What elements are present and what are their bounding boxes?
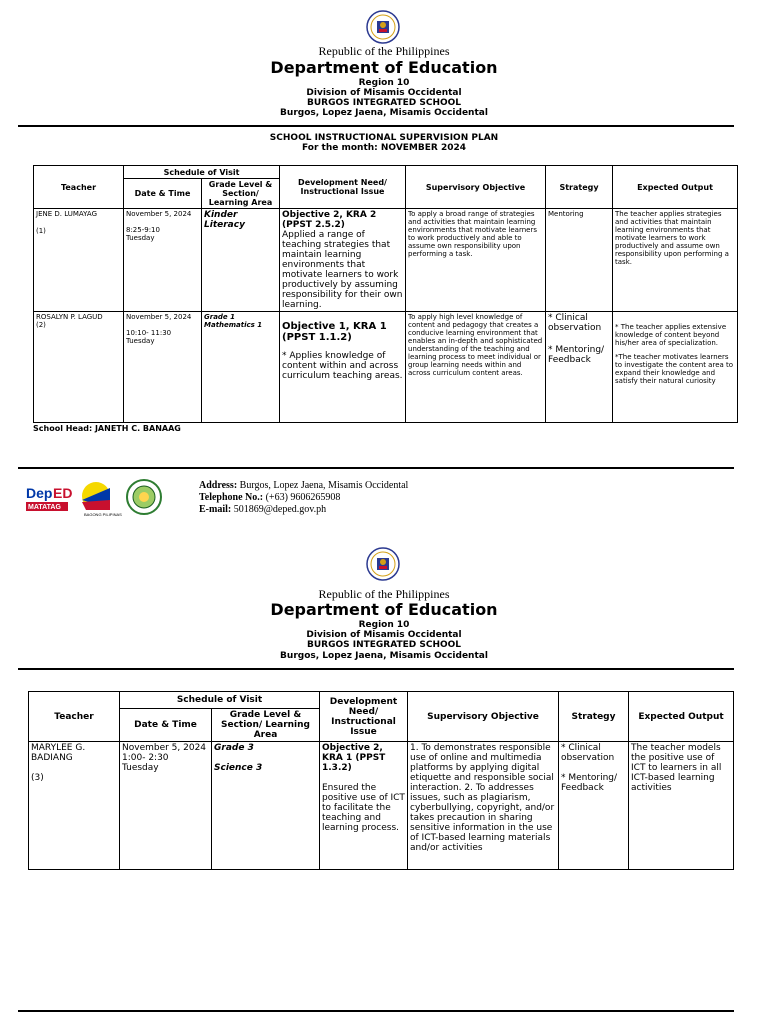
learning-area: Mathematics 1 [204, 321, 263, 329]
visit-time: 1:00- 2:30 [122, 753, 169, 763]
col-grade-level: Grade Level & Section/ Learning Area [212, 709, 320, 742]
col-grade-level: Grade Level & Section/ Learning Area [202, 179, 280, 209]
col-teacher: Teacher [29, 692, 120, 742]
teacher-number: (1) [36, 227, 46, 235]
dev-text: Applied a range of teaching strategies that maintain learning environments that motivate learners to work productively by assuming responsibility for their own learning. [282, 230, 403, 310]
svg-text:Dep: Dep [26, 485, 53, 501]
grade-level: Kinder [204, 210, 238, 220]
visit-date: November 5, 2024 [126, 313, 192, 321]
department-title: Department of Education [270, 58, 498, 77]
dev-title: Objective 2, KRA 2 (PPST 2.5.2) [282, 210, 377, 230]
teacher-number: (3) [31, 773, 44, 783]
strategy-2: * Mentoring/ Feedback [561, 773, 618, 793]
republic-line: Republic of the Philippines [318, 44, 450, 58]
table-row [34, 312, 738, 423]
table-row [34, 209, 738, 312]
expected-output: The teacher applies strategies and activities that maintain learning environments that motivate learners to work productively and assume own responsibility upon performing a task. [613, 209, 738, 312]
teacher-number: (2) [36, 321, 46, 329]
department-title: Department of Education [270, 600, 498, 619]
learning-area: Literacy [204, 220, 245, 230]
footer-rule [18, 1010, 734, 1012]
page-2 [0, 540, 768, 1024]
col-teacher: Teacher [34, 166, 124, 209]
email-label: E-mail: [199, 504, 232, 515]
teacher-name: ROSALYN P. LAGUD [36, 313, 103, 321]
col-schedule: Schedule of Visit [120, 692, 320, 709]
svg-text:ED: ED [53, 485, 73, 501]
dev-title: Objective 2, KRA 1 (PPST 1.3.2) [322, 743, 386, 773]
strategy-1: * Clinical observation [548, 313, 602, 333]
footer-logos-icon [24, 478, 174, 518]
col-strategy: Strategy [559, 692, 629, 742]
visit-time: 8:25-9:10 [126, 226, 160, 234]
learning-area: Science 3 [214, 763, 263, 773]
address-value: Burgos, Lopez Jaena, Misamis Occidental [239, 480, 409, 491]
school-line: BURGOS INTEGRATED SCHOOL [306, 98, 462, 108]
svg-text:MATATAG: MATATAG [28, 504, 61, 511]
phone-value: (+63) 9606265908 [265, 492, 341, 503]
col-schedule: Schedule of Visit [124, 166, 280, 179]
division-line: Division of Misamis Occidental [306, 630, 462, 640]
header-rule [18, 125, 734, 127]
teacher-name: JENE D. LUMAYAG [36, 210, 97, 218]
strategy: Mentoring [546, 209, 613, 312]
col-output: Expected Output [629, 692, 734, 742]
visit-time: 10:10- 11:30 [126, 329, 172, 337]
col-objective: Supervisory Objective [408, 692, 559, 742]
strategy-1: * Clinical observation [561, 743, 615, 763]
expected-output-2: *The teacher motivates learners to investigate the content area to expand their knowledge and satisfy their natural curiosity [615, 353, 734, 385]
school-address-line: Burgos, Lopez Jaena, Misamis Occidental [280, 651, 488, 661]
deped-seal-icon [366, 10, 400, 44]
dev-title: Objective 1, KRA 1 (PPST 1.1.2) [282, 321, 387, 343]
grade-level: Grade 1 [204, 313, 235, 321]
supervisory-objective: To apply high level knowledge of content and pedagogy that creates a conducive learning environment that enables an in-depth and sophisticated understanding of the teaching and learning process to meet individual or group learning needs within and across curriculum content areas. [406, 312, 546, 423]
plan-title: SCHOOL INSTRUCTIONAL SUPERVISION PLAN [269, 133, 499, 143]
supervision-table-1 [33, 165, 738, 423]
col-output: Expected Output [613, 166, 738, 209]
dev-text: Ensured the positive use of ICT to facilitate the teaching and learning process. [322, 783, 405, 833]
school-line: BURGOS INTEGRATED SCHOOL [306, 640, 462, 650]
address-label: Address: [199, 480, 238, 491]
visit-day: Tuesday [122, 763, 159, 773]
email-value[interactable]: 501869@deped.gov.ph [233, 504, 327, 515]
expected-output: The teacher models the positive use of ICT to learners in all ICT-based learning activities [629, 742, 734, 870]
supervisory-objective: To apply a broad range of strategies and activities that maintain learning environments that motivate learners to work productively and able to assume own responsibility upon performing a task. [406, 209, 546, 312]
table-row [29, 742, 734, 870]
expected-output-1: * The teacher applies extensive knowledge of content beyond his/her area of specialization. [615, 323, 727, 347]
col-dev-need: Development Need/ Instructional Issue [280, 166, 406, 209]
supervision-table-2 [28, 691, 734, 870]
visit-date: November 5, 2024 [122, 743, 207, 753]
footer-contact [199, 480, 408, 516]
republic-line: Republic of the Philippines [318, 587, 450, 601]
region-line: Region 10 [358, 620, 410, 630]
col-date-time: Date & Time [124, 179, 202, 209]
deped-seal-icon [366, 547, 400, 581]
visit-day: Tuesday [126, 234, 155, 242]
strategy-2: * Mentoring/ Feedback [548, 345, 605, 365]
col-strategy: Strategy [546, 166, 613, 209]
col-objective: Supervisory Objective [406, 166, 546, 209]
school-address-line: Burgos, Lopez Jaena, Misamis Occidental [280, 108, 488, 118]
phone-label: Telephone No.: [199, 492, 264, 503]
supervisory-objective: 1. To demonstrates responsible use of online and multimedia platforms by applying digital etiquette and responsible social interaction. 2. To addresses issues, such as plagiarism, cyberbullying, copyright, and/or takes precaution in sharing sensitive information in the use of ICT-based learning materials and/or activities [408, 742, 559, 870]
footer-logos [24, 478, 174, 518]
col-dev-need: Development Need/ Instructional Issue [320, 692, 408, 742]
school-head-signature: School Head: JANETH C. BANAAG [33, 424, 181, 433]
col-date-time: Date & Time [120, 709, 212, 742]
dev-text: * Applies knowledge of content within and across curriculum teaching areas. [282, 351, 403, 381]
grade-level: Grade 3 [214, 743, 254, 753]
division-line: Division of Misamis Occidental [306, 88, 462, 98]
svg-text:BAGONG PILIPINAS: BAGONG PILIPINAS [84, 512, 122, 517]
plan-month: For the month: NOVEMBER 2024 [301, 143, 467, 153]
header-rule [18, 668, 734, 670]
footer-rule [18, 467, 734, 469]
visit-date: November 5, 2024 [126, 210, 192, 218]
visit-day: Tuesday [126, 337, 155, 345]
teacher-name: MARYLEE G. BADIANG [31, 743, 86, 763]
region-line: Region 10 [358, 78, 410, 88]
